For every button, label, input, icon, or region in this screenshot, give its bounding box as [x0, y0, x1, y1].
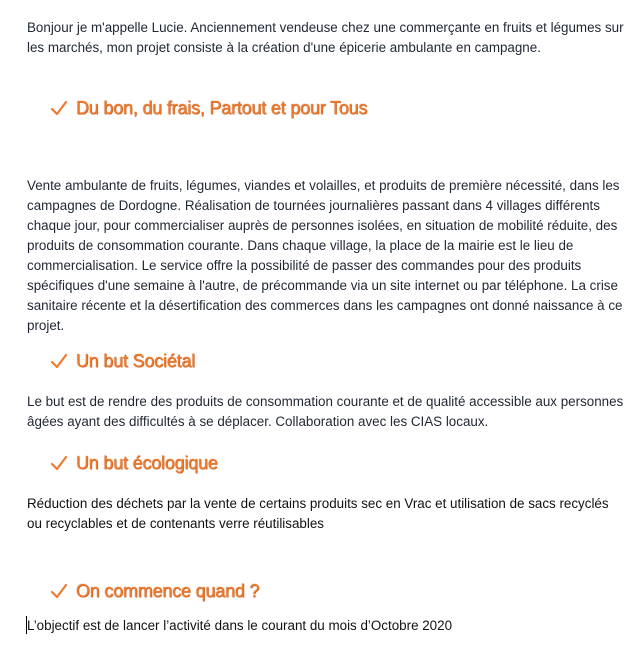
checkmark-icon: [50, 454, 68, 472]
checkmark-icon: [50, 352, 68, 370]
section-body-ecologique: Réduction des déchets par la vente de certains produits sec en Vrac et utilisation de sacs recyclés ou recyclables et de contenants verre réutilisables: [27, 496, 609, 531]
heading-du-bon: [50, 95, 367, 121]
heading-text: Un but écologique: [76, 452, 218, 473]
heading-on-commence-quand: [50, 578, 259, 604]
heading-text: Du bon, du frais, Partout et pour Tous: [76, 97, 368, 118]
heading-text: On commence quand ?: [76, 580, 260, 601]
checkmark-icon: [50, 582, 68, 600]
checkmark-icon: [50, 99, 68, 117]
heading-but-ecologique: [50, 450, 218, 476]
heading-but-societal: [50, 348, 195, 374]
section-body-societal: Le but est de rendre des produits de consommation courante et de qualité accessible aux personnes âgées ayant des difficultés à se déplacer. Collaboration avec les CIAS locaux.: [27, 394, 624, 429]
section-body-du-bon: Vente ambulante de fruits, légumes, viandes et volailles, et produits de première nécessité, dans les campagnes de Dordogne. Réalisation de tournées journalières passant dans 4 villages différents chaque jour, pour commercialiser auprès de personnes isolées, en situation de mobilité réduite, des produits de consommation courante. Dans chaque village, la place de la mairie est le lieu de commercialisation. Le service offre la possibilité de passer des commandes pour des produits spécifiques d'une semaine à l'autre, de précommande via un site internet ou par téléphone. La crise sanitaire récente et la désertification des commerces dans les campagnes ont donné naissance à ce projet.: [27, 178, 623, 333]
intro-paragraph: Bonjour je m'appelle Lucie. Anciennement vendeuse chez une commerçante en fruits et légumes sur les marchés, mon projet consiste à la création d'une épicerie ambulante en campagne.: [27, 20, 624, 55]
heading-text: Un but Sociétal: [76, 350, 196, 371]
section-body-on-commence[interactable]: L’objectif est de lancer l’activité dans le courant du mois d’Octobre 2020: [27, 618, 453, 633]
